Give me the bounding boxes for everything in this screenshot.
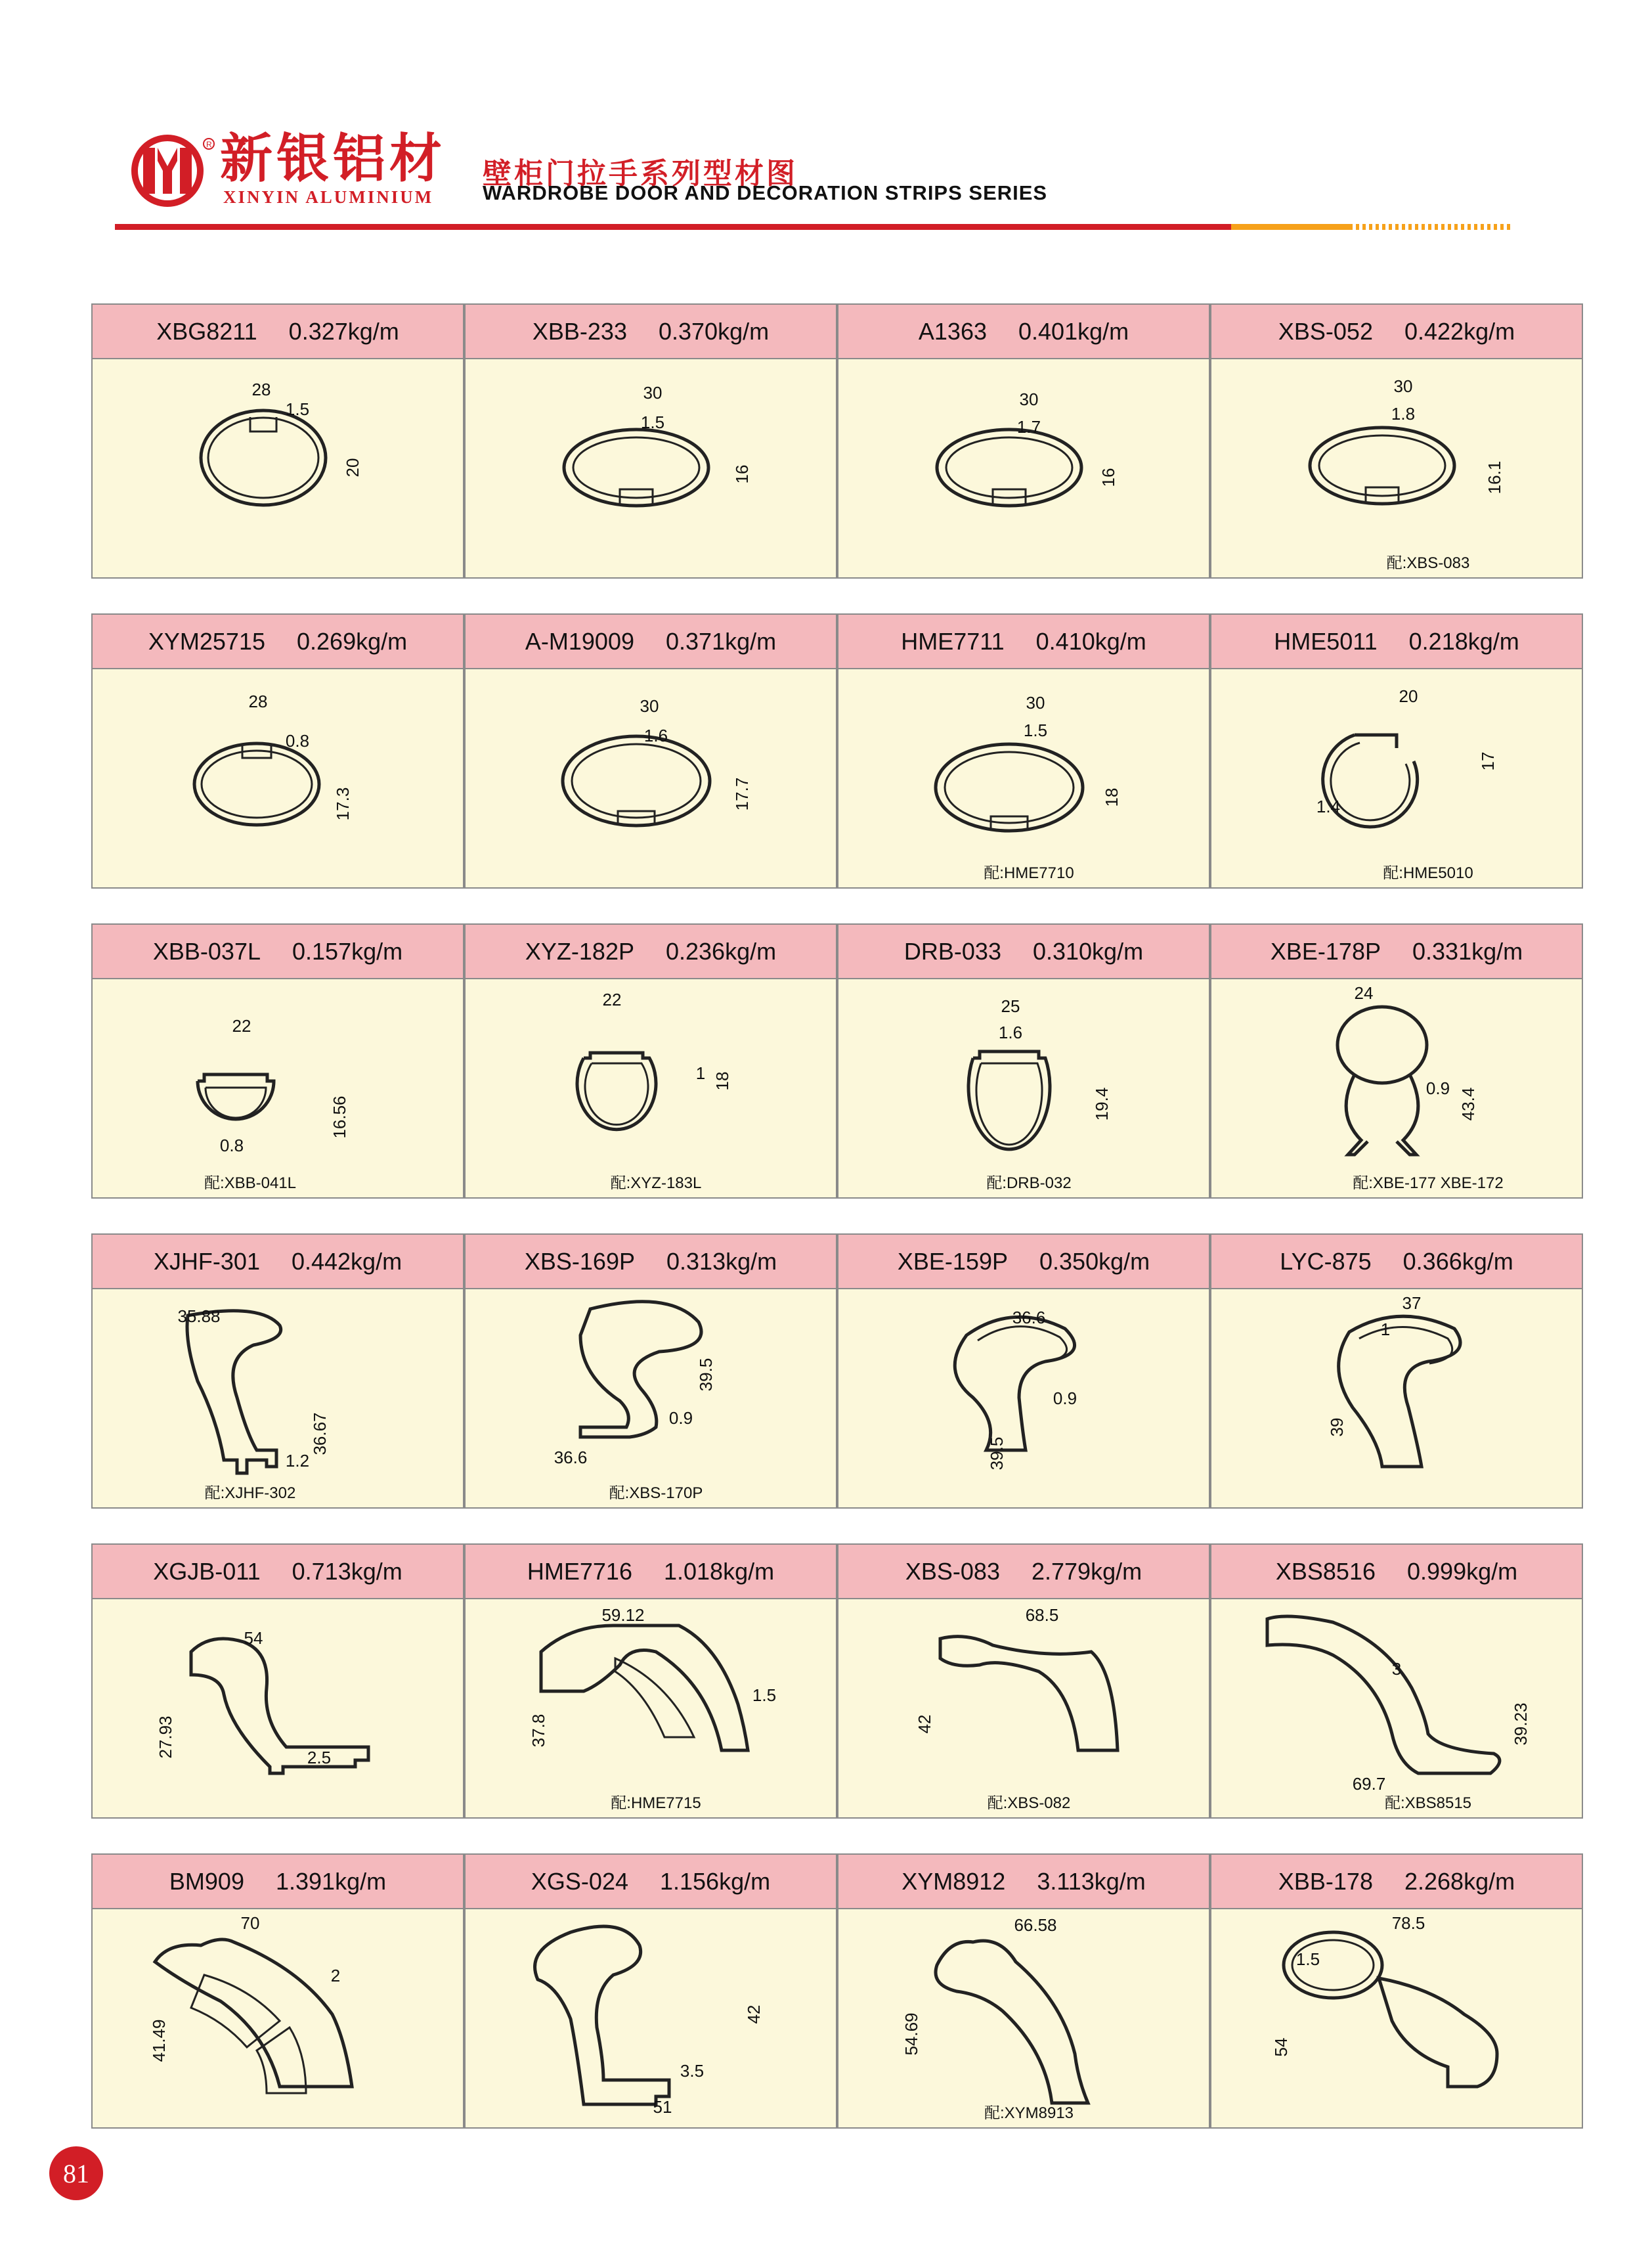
matching-profile-note: 配:XYM8913 <box>984 2104 1074 2122</box>
profile-outline <box>955 1317 1074 1450</box>
profile-header <box>466 615 836 669</box>
profile-cross-section-drawing <box>93 979 463 1199</box>
profile-weight: 1.156kg/m <box>659 1867 771 1895</box>
profile-weight: 1.391kg/m <box>275 1867 387 1895</box>
profile-cross-section-drawing <box>93 359 463 579</box>
dimension-height: 18 <box>712 1071 732 1091</box>
profile-code: XYZ-182P <box>525 937 634 965</box>
profile-code: XGS-024 <box>531 1867 628 1895</box>
profile-cross-section-drawing <box>838 1909 1209 2129</box>
profile-header <box>466 925 836 979</box>
profile-weight: 0.236kg/m <box>665 937 777 965</box>
profile-code: XGJB-011 <box>153 1557 261 1585</box>
dimension-height: 16 <box>1098 468 1118 487</box>
dimension-width: 30 <box>640 696 659 716</box>
profile-outline <box>198 1074 274 1119</box>
dimension-height: 27.93 <box>156 1716 175 1759</box>
profile-card <box>91 303 464 579</box>
profile-header <box>838 925 1209 979</box>
profile-cross-section-drawing <box>838 1599 1209 1819</box>
matching-profile-note: 配:DRB-032 <box>986 1174 1072 1192</box>
profile-header <box>1211 1855 1582 1909</box>
profile-outline <box>535 1926 669 2104</box>
profile-weight: 0.370kg/m <box>658 317 770 345</box>
profile-header <box>1211 1545 1582 1599</box>
brand-name-en: XINYIN ALUMINIUM <box>223 187 434 207</box>
header-dotted-rule <box>1349 224 1513 230</box>
profile-code: XYM25715 <box>148 627 265 655</box>
dimension-height: 16.1 <box>1485 460 1504 495</box>
profile-weight: 0.269kg/m <box>297 627 408 655</box>
profile-outline <box>541 1626 748 1750</box>
profile-weight: 0.327kg/m <box>288 317 399 345</box>
page-number-badge: 81 <box>49 2146 103 2200</box>
profile-weight: 0.410kg/m <box>1035 627 1146 655</box>
profile-card <box>837 1853 1210 2129</box>
dimension-height: 19.4 <box>1092 1087 1112 1121</box>
dimension-thickness: 1.5 <box>752 1685 777 1705</box>
dimension-height: 54.69 <box>902 2012 921 2056</box>
dimension-height: 54 <box>1271 2037 1291 2057</box>
profile-outline <box>1267 1616 1500 1773</box>
dimension-thickness: 0.9 <box>1053 1388 1077 1408</box>
dimension-width: 68.5 <box>1025 1605 1059 1625</box>
profile-header <box>838 1235 1209 1289</box>
dimension-thickness: 1.7 <box>1016 417 1041 437</box>
profile-card <box>837 1233 1210 1509</box>
profile-cross-section-drawing <box>466 1909 836 2129</box>
dimension-height: 17 <box>1478 751 1498 771</box>
dimension-thickness: 1.6 <box>643 726 668 745</box>
profile-card <box>1210 303 1583 579</box>
profile-card <box>464 1233 837 1509</box>
profile-outline <box>564 430 708 506</box>
dimension-width: 36.6 <box>554 1448 588 1467</box>
dimension-height: 17.3 <box>333 787 353 821</box>
catalog-title-en: WARDROBE DOOR AND DECORATION STRIPS SERIES <box>483 181 1048 204</box>
matching-profile-note: 配:XBE-177 XBE-172 <box>1353 1174 1504 1192</box>
dimension-width: 22 <box>602 990 622 1009</box>
profile-header <box>466 1235 836 1289</box>
profile-code: XBE-159P <box>897 1247 1008 1275</box>
profile-cross-section-drawing <box>1211 979 1582 1199</box>
dimension-thickness: 1 <box>695 1063 706 1083</box>
profile-outline <box>1337 1007 1427 1155</box>
dimension-width: 37 <box>1402 1293 1422 1313</box>
profile-card <box>1210 613 1583 889</box>
dimension-width: 78.5 <box>1391 1913 1425 1933</box>
profile-weight: 0.313kg/m <box>666 1247 777 1275</box>
header-orange-rule <box>1231 224 1349 230</box>
profile-outline <box>577 1053 656 1130</box>
dimension-height: 42 <box>744 2004 764 2024</box>
dimension-width: 51 <box>653 2097 672 2117</box>
profile-weight: 0.713kg/m <box>292 1557 402 1585</box>
dimension-thickness: 1 <box>1380 1319 1391 1339</box>
profile-outline <box>940 1637 1118 1750</box>
profile-outline <box>194 743 319 825</box>
profile-header <box>93 1855 463 1909</box>
page-header <box>0 0 1652 250</box>
profile-cross-section-drawing <box>466 669 836 889</box>
profile-cross-section-drawing <box>1211 359 1582 579</box>
profile-code: XBS-052 <box>1278 317 1373 345</box>
profile-header <box>1211 925 1582 979</box>
profile-outline <box>936 1941 1088 2103</box>
matching-profile-note: 配:XBS-083 <box>1386 554 1470 572</box>
matching-profile-note: 配:XBS8515 <box>1384 1794 1472 1812</box>
dimension-height: 39.5 <box>696 1358 716 1392</box>
profile-weight: 0.331kg/m <box>1412 937 1523 965</box>
profile-weight: 1.018kg/m <box>663 1557 775 1585</box>
profile-card <box>91 613 464 889</box>
profile-code: DRB-033 <box>903 937 1001 965</box>
profile-cross-section-drawing <box>466 1289 836 1509</box>
matching-profile-note: 配:HME7715 <box>611 1794 701 1812</box>
profile-outline <box>1339 1316 1460 1467</box>
profile-card <box>1210 1543 1583 1819</box>
dimension-width: 70 <box>240 1913 260 1933</box>
svg-text:R: R <box>206 140 212 149</box>
profile-cross-section-drawing <box>93 1289 463 1509</box>
profile-outline <box>201 410 326 505</box>
dimension-thickness: 3 <box>1391 1659 1402 1679</box>
dimension-thickness: 0.9 <box>668 1408 693 1428</box>
profile-code: BM909 <box>169 1867 244 1895</box>
profile-code: XJHF-301 <box>153 1247 260 1275</box>
matching-profile-note: 配:XBS-170P <box>609 1484 703 1502</box>
dimension-height: 36.67 <box>310 1412 330 1455</box>
profile-header <box>838 1545 1209 1599</box>
profile-outline <box>937 430 1081 506</box>
profile-card <box>464 613 837 889</box>
dimension-width: 30 <box>1026 693 1045 713</box>
dimension-width: 22 <box>232 1016 251 1036</box>
profile-outline <box>1310 428 1454 504</box>
dimension-thickness: 1.5 <box>640 412 665 432</box>
profile-header <box>93 305 463 359</box>
profile-outline <box>155 1939 352 2093</box>
dimension-width: 59.12 <box>601 1605 645 1625</box>
dimension-width: 35.88 <box>177 1306 221 1326</box>
profile-weight: 0.218kg/m <box>1408 627 1519 655</box>
profile-code: HME7711 <box>901 627 1005 655</box>
dimension-height: 18 <box>1102 787 1121 807</box>
profile-weight: 0.401kg/m <box>1018 317 1129 345</box>
profile-header <box>1211 305 1582 359</box>
profile-code: HME7716 <box>527 1557 632 1585</box>
xinyin-logo-icon <box>131 135 217 207</box>
profile-weight: 3.113kg/m <box>1037 1867 1146 1895</box>
dimension-height: 17.7 <box>732 777 752 811</box>
dimension-height: 39.23 <box>1511 1702 1531 1746</box>
profile-header <box>1211 1235 1582 1289</box>
dimension-thickness: 1.8 <box>1391 404 1416 424</box>
dimension-thickness: 1.6 <box>998 1023 1023 1042</box>
profile-code: A-M19009 <box>525 627 634 655</box>
profile-header <box>93 925 463 979</box>
profile-outline <box>187 1311 281 1473</box>
header-red-rule <box>115 224 1231 230</box>
profile-card <box>1210 923 1583 1199</box>
dimension-width: 20 <box>1399 686 1418 706</box>
profile-code: XBG8211 <box>156 317 257 345</box>
dimension-thickness: 0.8 <box>219 1136 244 1155</box>
profile-card <box>837 1543 1210 1819</box>
profile-card <box>1210 1233 1583 1509</box>
profile-card <box>464 1853 837 2129</box>
dimension-thickness: 2.5 <box>307 1748 332 1767</box>
dimension-thickness: 1.5 <box>1295 1949 1320 1969</box>
profile-weight: 0.157kg/m <box>292 937 403 965</box>
profile-card <box>91 1853 464 2129</box>
dimension-thickness: 1.2 <box>285 1451 310 1471</box>
profile-card <box>91 1543 464 1819</box>
profile-card <box>837 923 1210 1199</box>
profile-card <box>837 613 1210 889</box>
profile-code: LYC-875 <box>1280 1247 1372 1275</box>
profile-code: XBE-178P <box>1270 937 1381 965</box>
profile-cross-section-drawing <box>838 979 1209 1199</box>
dimension-height: 43.4 <box>1458 1087 1478 1121</box>
profile-code: XBB-178 <box>1278 1867 1373 1895</box>
profile-card <box>1210 1853 1583 2129</box>
profile-outline <box>936 744 1083 831</box>
matching-profile-note: 配:XBB-041L <box>204 1174 297 1192</box>
dimension-thickness: 0.8 <box>285 731 310 751</box>
matching-profile-note: 配:HME7710 <box>984 864 1074 882</box>
profile-cross-section-drawing <box>466 1599 836 1819</box>
profile-card <box>91 923 464 1199</box>
profile-weight: 2.779kg/m <box>1031 1557 1142 1585</box>
dimension-height: 42 <box>915 1714 934 1734</box>
dimension-width: 28 <box>251 380 271 399</box>
dimension-width: 66.58 <box>1014 1915 1057 1935</box>
profile-header <box>466 1855 836 1909</box>
profile-code: A1363 <box>918 317 987 345</box>
profile-outline <box>968 1052 1050 1149</box>
profile-card <box>837 303 1210 579</box>
dimension-width: 24 <box>1354 983 1374 1003</box>
profile-header <box>838 1855 1209 1909</box>
profile-code: HME5011 <box>1274 627 1378 655</box>
profile-weight: 0.999kg/m <box>1407 1557 1518 1585</box>
profile-weight: 2.268kg/m <box>1404 1867 1515 1895</box>
profile-cross-section-drawing <box>466 979 836 1199</box>
profile-weight: 0.310kg/m <box>1032 937 1144 965</box>
dimension-height: 39 <box>1327 1417 1347 1437</box>
dimension-width: 30 <box>643 383 663 403</box>
dimension-width: 28 <box>248 692 268 711</box>
profile-header <box>838 615 1209 669</box>
matching-profile-note: 配:XBS-082 <box>987 1794 1071 1812</box>
profile-weight: 0.422kg/m <box>1404 317 1515 345</box>
dimension-thickness: 2 <box>330 1966 341 1985</box>
dimension-thickness: 1.4 <box>1316 797 1341 816</box>
profile-cross-section-drawing <box>1211 1909 1582 2129</box>
catalog-title-cn: 壁柜门拉手系列型材图 <box>483 157 798 190</box>
dimension-height: 20 <box>343 458 362 477</box>
profile-cross-section-drawing <box>93 1599 463 1819</box>
brand-name-cn: 新银铝材 <box>220 128 446 189</box>
dimension-width: 30 <box>1019 389 1039 409</box>
dimension-width: 30 <box>1393 376 1413 396</box>
dimension-height: 16.56 <box>330 1096 349 1139</box>
profile-weight: 0.442kg/m <box>291 1247 402 1275</box>
profile-card <box>464 303 837 579</box>
profile-header <box>466 305 836 359</box>
profile-outline <box>563 736 710 826</box>
dimension-width: 36.6 <box>1012 1308 1046 1327</box>
profile-card <box>464 1543 837 1819</box>
dimension-width: 54 <box>244 1628 263 1648</box>
profile-header <box>93 1545 463 1599</box>
profile-header <box>93 615 463 669</box>
dimension-thickness: 1.5 <box>285 399 310 419</box>
profile-weight: 0.350kg/m <box>1039 1247 1150 1275</box>
profile-code: XBS-169P <box>524 1247 635 1275</box>
profile-cross-section-drawing <box>466 359 836 579</box>
profile-cross-section-drawing <box>1211 1599 1582 1819</box>
dimension-height: 39.5 <box>987 1436 1007 1471</box>
profile-card <box>464 923 837 1199</box>
profile-header <box>1211 615 1582 669</box>
profile-header <box>838 305 1209 359</box>
dimension-thickness: 0.9 <box>1425 1078 1450 1098</box>
dimension-height: 41.49 <box>149 2019 169 2062</box>
profile-code: XBB-233 <box>532 317 627 345</box>
profile-outline <box>191 1639 368 1773</box>
dimension-height: 16 <box>732 464 752 484</box>
profile-header <box>466 1545 836 1599</box>
profile-cross-section-drawing <box>1211 1289 1582 1509</box>
profile-code: XBS-083 <box>905 1557 1000 1585</box>
profile-cross-section-drawing <box>838 669 1209 889</box>
profile-code: XBS8516 <box>1275 1557 1376 1585</box>
profile-cross-section-drawing <box>838 359 1209 579</box>
profile-code: XBB-037L <box>152 937 261 965</box>
profile-weight: 0.371kg/m <box>666 627 777 655</box>
dimension-thickness: 1.5 <box>1023 720 1048 740</box>
profile-cross-section-drawing <box>93 669 463 889</box>
matching-profile-note: 配:HME5010 <box>1383 864 1473 882</box>
profile-cross-section-drawing <box>838 1289 1209 1509</box>
dimension-width: 69.7 <box>1352 1774 1386 1794</box>
dimension-width: 25 <box>1001 996 1020 1016</box>
matching-profile-note: 配:XYZ-183L <box>610 1174 702 1192</box>
dimension-height: 37.8 <box>529 1714 548 1748</box>
profile-header <box>93 1235 463 1289</box>
profile-cross-section-drawing <box>1211 669 1582 889</box>
profile-card <box>91 1233 464 1509</box>
profile-cross-section-drawing <box>93 1909 463 2129</box>
matching-profile-note: 配:XJHF-302 <box>204 1484 296 1502</box>
profile-weight: 0.366kg/m <box>1402 1247 1513 1275</box>
dimension-thickness: 3.5 <box>680 2061 705 2081</box>
profile-code: XYM8912 <box>902 1867 1006 1895</box>
